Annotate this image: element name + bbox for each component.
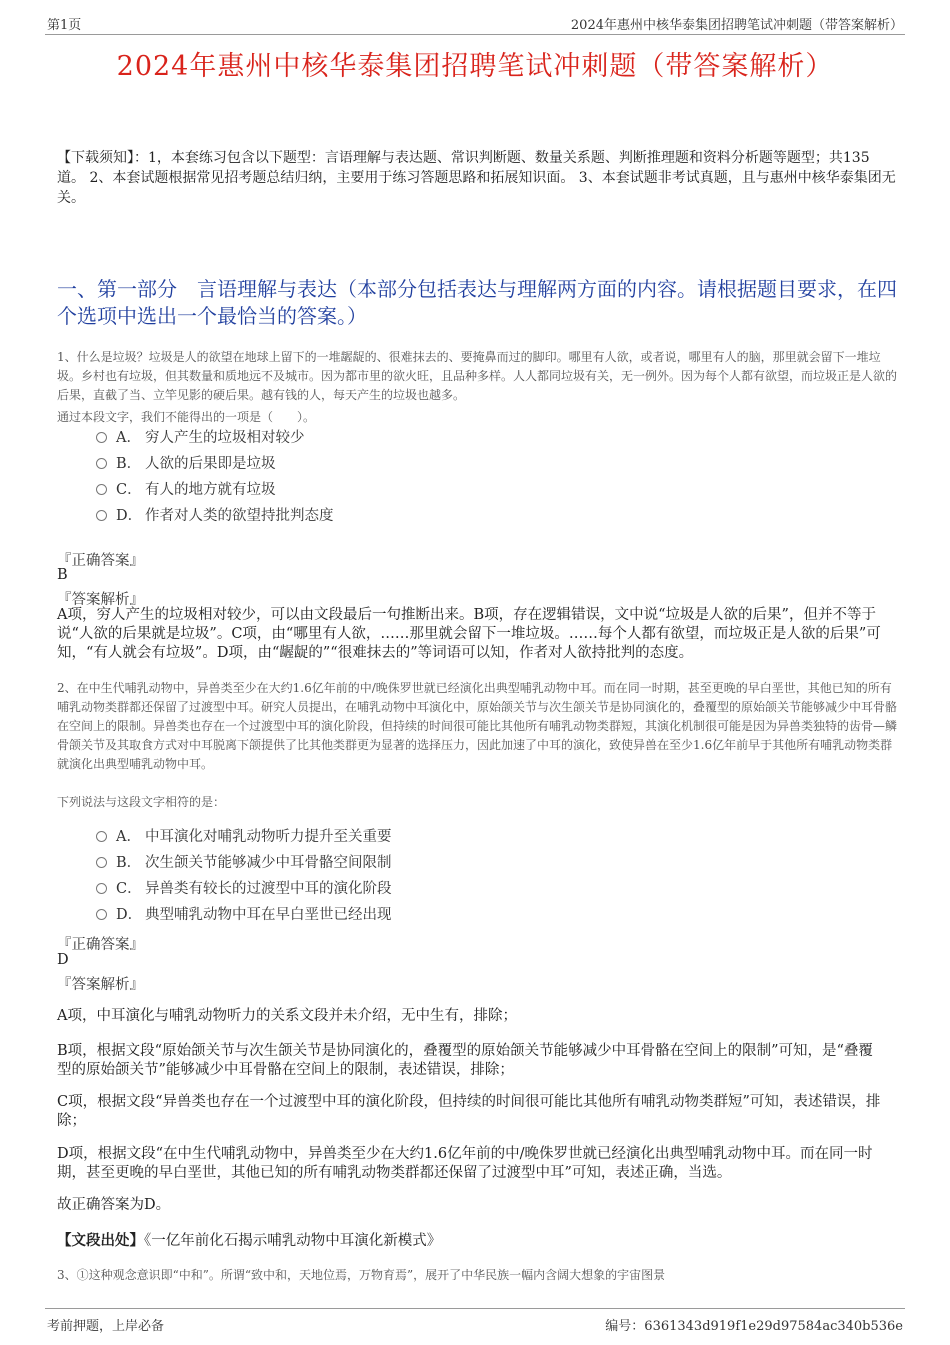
question-1-option-d[interactable] bbox=[96, 505, 334, 527]
document-title: 2024年惠州中核华泰集团招聘笔试冲刺题（带答案解析） bbox=[116, 51, 834, 82]
question-1-text: 1、什么是垃圾？垃圾是人的欲望在地球上留下的一堆龌龊的、很难抹去的、要掩鼻而过的脚印。哪里有人欲，或者说，哪里有人的脑，那里就会留下一堆垃圾。乡村也有垃圾，但其数量和质地远不及城市。因为都市里的欲火旺，且品种多样。人人都同垃圾有关，无一例外。因为每个人都有欲望，而垃圾正是人欲的后果，直截了当、立竿见影的硬后果。越有钱的人，每天产生的垃圾也越多。 bbox=[57, 350, 898, 402]
radio-icon[interactable] bbox=[96, 909, 107, 920]
radio-icon[interactable] bbox=[96, 432, 107, 443]
option-letter: A． bbox=[116, 829, 141, 845]
download-notice: 【下载须知】：1，本套练习包含以下题型：言语理解与表达题、常识判断题、数量关系题、判断推理题和资料分析题等题型；共135道。 2、本套试题根据常见招考题总结归纳，主要用于练习答题思路和拓展知识面。 3、本套试题非考试真题，且与惠州中核华泰集团无关。 bbox=[57, 150, 896, 206]
source-label: 【文段出处】 bbox=[57, 1232, 144, 1249]
radio-icon[interactable] bbox=[96, 831, 107, 842]
radio-icon[interactable] bbox=[96, 857, 107, 868]
option-text: 穷人产生的垃圾相对较少 bbox=[145, 430, 305, 446]
page-number: 第1页 bbox=[47, 18, 82, 33]
option-letter: C． bbox=[116, 881, 142, 897]
question-2-answer-label: 『正确答案』 bbox=[57, 937, 144, 953]
question-2-conclusion: 故正确答案为D。 bbox=[57, 1197, 171, 1213]
question-2-analysis-b: B项，根据文段“原始颌关节与次生颌关节是协同演化的，叠覆型的原始颌关节能够减少中耳骨骼在空间上的限制”可知，是“叠覆型的原始颌关节”能够减少中耳骨骼在空间上的限制，表述错误，排除； bbox=[57, 1043, 873, 1078]
option-letter: B． bbox=[116, 855, 142, 871]
section-heading: 一、第一部分 言语理解与表达（本部分包括表达与理解两方面的内容。请根据题目要求，在四个选项中选出一个最恰当的答案。） bbox=[57, 277, 897, 328]
option-text: 典型哺乳动物中耳在早白垩世已经出现 bbox=[145, 907, 392, 923]
option-letter: D． bbox=[116, 907, 143, 923]
question-2-option-c[interactable] bbox=[96, 878, 392, 900]
option-letter: A． bbox=[116, 430, 141, 446]
question-1-analysis-label: 『答案解析』 bbox=[57, 592, 144, 608]
question-1-option-c[interactable] bbox=[96, 479, 276, 501]
footer-slogan: 考前押题，上岸必备 bbox=[47, 1319, 165, 1334]
option-text: 人欲的后果即是垃圾 bbox=[145, 456, 276, 472]
radio-icon[interactable] bbox=[96, 484, 107, 495]
radio-icon[interactable] bbox=[96, 458, 107, 469]
question-1-analysis: A项，穷人产生的垃圾相对较少，可以由文段最后一句推断出来。B项，存在逻辑错误，文中说“垃圾是人欲的后果”，但并不等于说“人欲的后果就是垃圾”。C项，由“哪里有人欲，……那里就会留下一堆垃圾。……每个人都有欲望，而垃圾正是人欲的后果”可知，“有人就会有垃圾”。D项，由“龌龊的”“很难抹去的”等词语可以知，作者对人欲持批判的态度。 bbox=[57, 607, 881, 661]
question-3-text: 3、①这种观念意识即“中和”。所谓“致中和，天地位焉，万物育焉”，展开了中华民族一幅内含阔大想象的宇宙图景 bbox=[57, 1268, 666, 1282]
question-2-option-a[interactable] bbox=[96, 826, 392, 848]
option-text: 异兽类有较长的过渡型中耳的演化阶段 bbox=[145, 881, 392, 897]
radio-icon[interactable] bbox=[96, 883, 107, 894]
header-doc-title: 2024年惠州中核华泰集团招聘笔试冲刺题（带答案解析） bbox=[570, 18, 903, 33]
question-1-answer: B bbox=[57, 567, 68, 583]
question-2-analysis-d: D项，根据文段“在中生代哺乳动物中，异兽类至少在大约1.6亿年前的中/晚侏罗世就已经演化出典型哺乳动物中耳。而在同一时期，甚至更晚的早白垩世，其他已知的所有哺乳动物类群都还保留了过渡型中耳”可知，表述正确，当选。 bbox=[57, 1146, 873, 1181]
question-2-answer: D bbox=[57, 952, 69, 968]
question-2-stem: 下列说法与这段文字相符的是： bbox=[57, 795, 226, 809]
question-2-analysis-a: A项，中耳演化与哺乳动物听力的关系文段并未介绍，无中生有，排除； bbox=[57, 1008, 517, 1024]
question-1-option-b[interactable] bbox=[96, 453, 276, 475]
page-header bbox=[45, 14, 905, 35]
question-1-option-a[interactable] bbox=[96, 427, 305, 449]
page-footer bbox=[45, 1308, 905, 1334]
option-text: 中耳演化对哺乳动物听力提升至关重要 bbox=[145, 829, 392, 845]
option-letter: C． bbox=[116, 482, 142, 498]
option-text: 作者对人类的欲望持批判态度 bbox=[145, 508, 334, 524]
question-2-option-d[interactable] bbox=[96, 904, 392, 926]
footer-doc-id: 编号：6361343d919f1e29d97584ac340b536e bbox=[605, 1319, 903, 1334]
question-2-option-b[interactable] bbox=[96, 852, 392, 874]
option-text: 有人的地方就有垃圾 bbox=[145, 482, 276, 498]
question-1-answer-label: 『正确答案』 bbox=[57, 553, 144, 569]
source-title: 《一亿年前化石揭示哺乳动物中耳演化新模式》 bbox=[144, 1233, 442, 1249]
option-letter: D． bbox=[116, 508, 143, 524]
option-text: 次生颌关节能够减少中耳骨骼空间限制 bbox=[145, 855, 392, 871]
question-2-analysis-c: C项，根据文段“异兽类也存在一个过渡型中耳的演化阶段，但持续的时间很可能比其他所有哺乳动物类群短”可知，表述错误，排除； bbox=[57, 1094, 881, 1129]
question-2-text: 2、在中生代哺乳动物中，异兽类至少在大约1.6亿年前的中/晚侏罗世就已经演化出典型哺乳动物中耳。而在同一时期，甚至更晚的早白垩世，其他已知的所有哺乳动物类群都还保留了过渡型中耳。研究人员提出，在哺乳动物中耳演化中，原始颌关节与次生颌关节是协同演化的，叠覆型的原始颌关节能够减少中耳骨骼在空间上的限制。异兽类也存在一个过渡型中耳的演化阶段，但持续的时间很可能比其他所有哺乳动物类群短，其演化机制很可能是因为异兽类独特的齿骨—鳞骨颌关节及其取食方式对中耳脱离下颌提供了比其他类群更为显著的选择压力，因此加速了中耳的演化，致使异兽在至少1.6亿年前早于其他所有哺乳动物类群就演化出典型哺乳动物中耳。 bbox=[57, 681, 898, 771]
question-1-stem: 通过本段文字，我们不能得出的一项是（ ）。 bbox=[57, 410, 316, 424]
question-2-analysis-label: 『答案解析』 bbox=[57, 977, 144, 993]
option-letter: B． bbox=[116, 456, 142, 472]
question-2-source bbox=[57, 1229, 441, 1250]
radio-icon[interactable] bbox=[96, 510, 107, 521]
